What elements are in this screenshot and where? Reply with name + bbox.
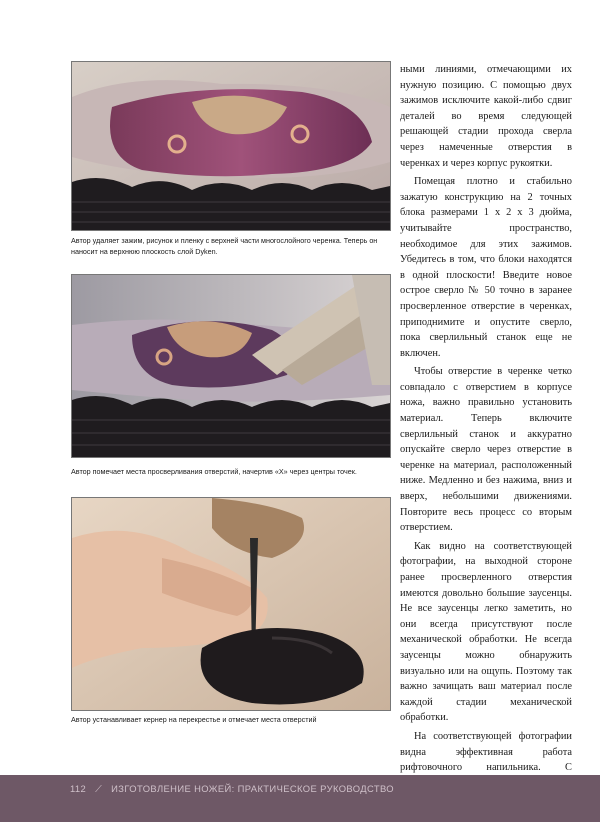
figure-caption: Автор помечает места просверливания отверстий, начертив «X» через центры точек. (71, 467, 357, 476)
body-paragraph: Как видно на соответствующей фотографии, на выходной стороне ранее просверленного отверстия имеются довольно большие заусенцы. Не все заусенцы легко заметить, но они всегда присутствуют после механической обработки. Не всегда заусенцы можно обнаружить визуально или на ощупь. Поэтому так важно зачищать ваш материал после каждой стадии механической обработки. (400, 540, 572, 724)
body-paragraph: На соответствующей фотографии видна эффективная работа рифтовочного напильника. С (400, 730, 572, 774)
body-paragraph: ными линиями, отмечающими их нужную позицию. С помощью двух зажимов исключите какой-либо сдвиг деталей во время следующей решающей стадии прохода сверла через намеченные отверстия в черенках и через корпус рукоятки. (400, 64, 572, 169)
page-number: 112 (70, 783, 87, 794)
figure-caption: Автор устанавливает кернер на перекрестье и отмечает места отверстий (71, 715, 317, 724)
book-title: ИЗГОТОВЛЕНИЕ НОЖЕЙ: ПРАКТИЧЕСКОЕ РУКОВОДСТВО (111, 783, 394, 794)
body-paragraph: Помещая плотно и стабильно зажатую конструкцию на 2 точных блока размерами 1 х 2 х 3 дюйма, учитывайте пространство, необходимое для этих зажимов. Убедитесь в том, что блоки находятся в одной плоскости! Введите новое острое сверло № 50 точно в заранее просверленное отверстие в черенках, приподнимите и опустите сверло, пока сверлильный станок еще не включен. (400, 176, 572, 359)
knife-handle-photo-1 (71, 61, 391, 231)
photo-illustration (72, 62, 390, 230)
body-paragraph: Чтобы отверстие в черенке четко совпадало с отверстием в корпусе ножа, важно правильно установить материал. Теперь включите сверлильный станок и аккуратно опускайте сверло через отверстие в черенке на материал, расположенный ниже. Медленно и без нажима, вниз и вверх, небольшими движениями. Повторите весь процесс со вторым отверстием. (400, 366, 572, 534)
knife-ornament-icon: ⟋ (95, 783, 103, 794)
running-footer (70, 783, 394, 795)
photo-illustration (72, 275, 390, 457)
punch-marking-photo (71, 497, 391, 711)
figure-caption: Автор удаляет зажим, рисунок и пленку с верхней части многослойного черенка. Теперь он наносит на верхнюю плоскость слой Dyken. (71, 236, 378, 256)
knife-handle-photo-2 (71, 274, 391, 458)
body-text-column (400, 62, 572, 791)
page-footer (0, 775, 600, 822)
photo-illustration (72, 498, 390, 710)
